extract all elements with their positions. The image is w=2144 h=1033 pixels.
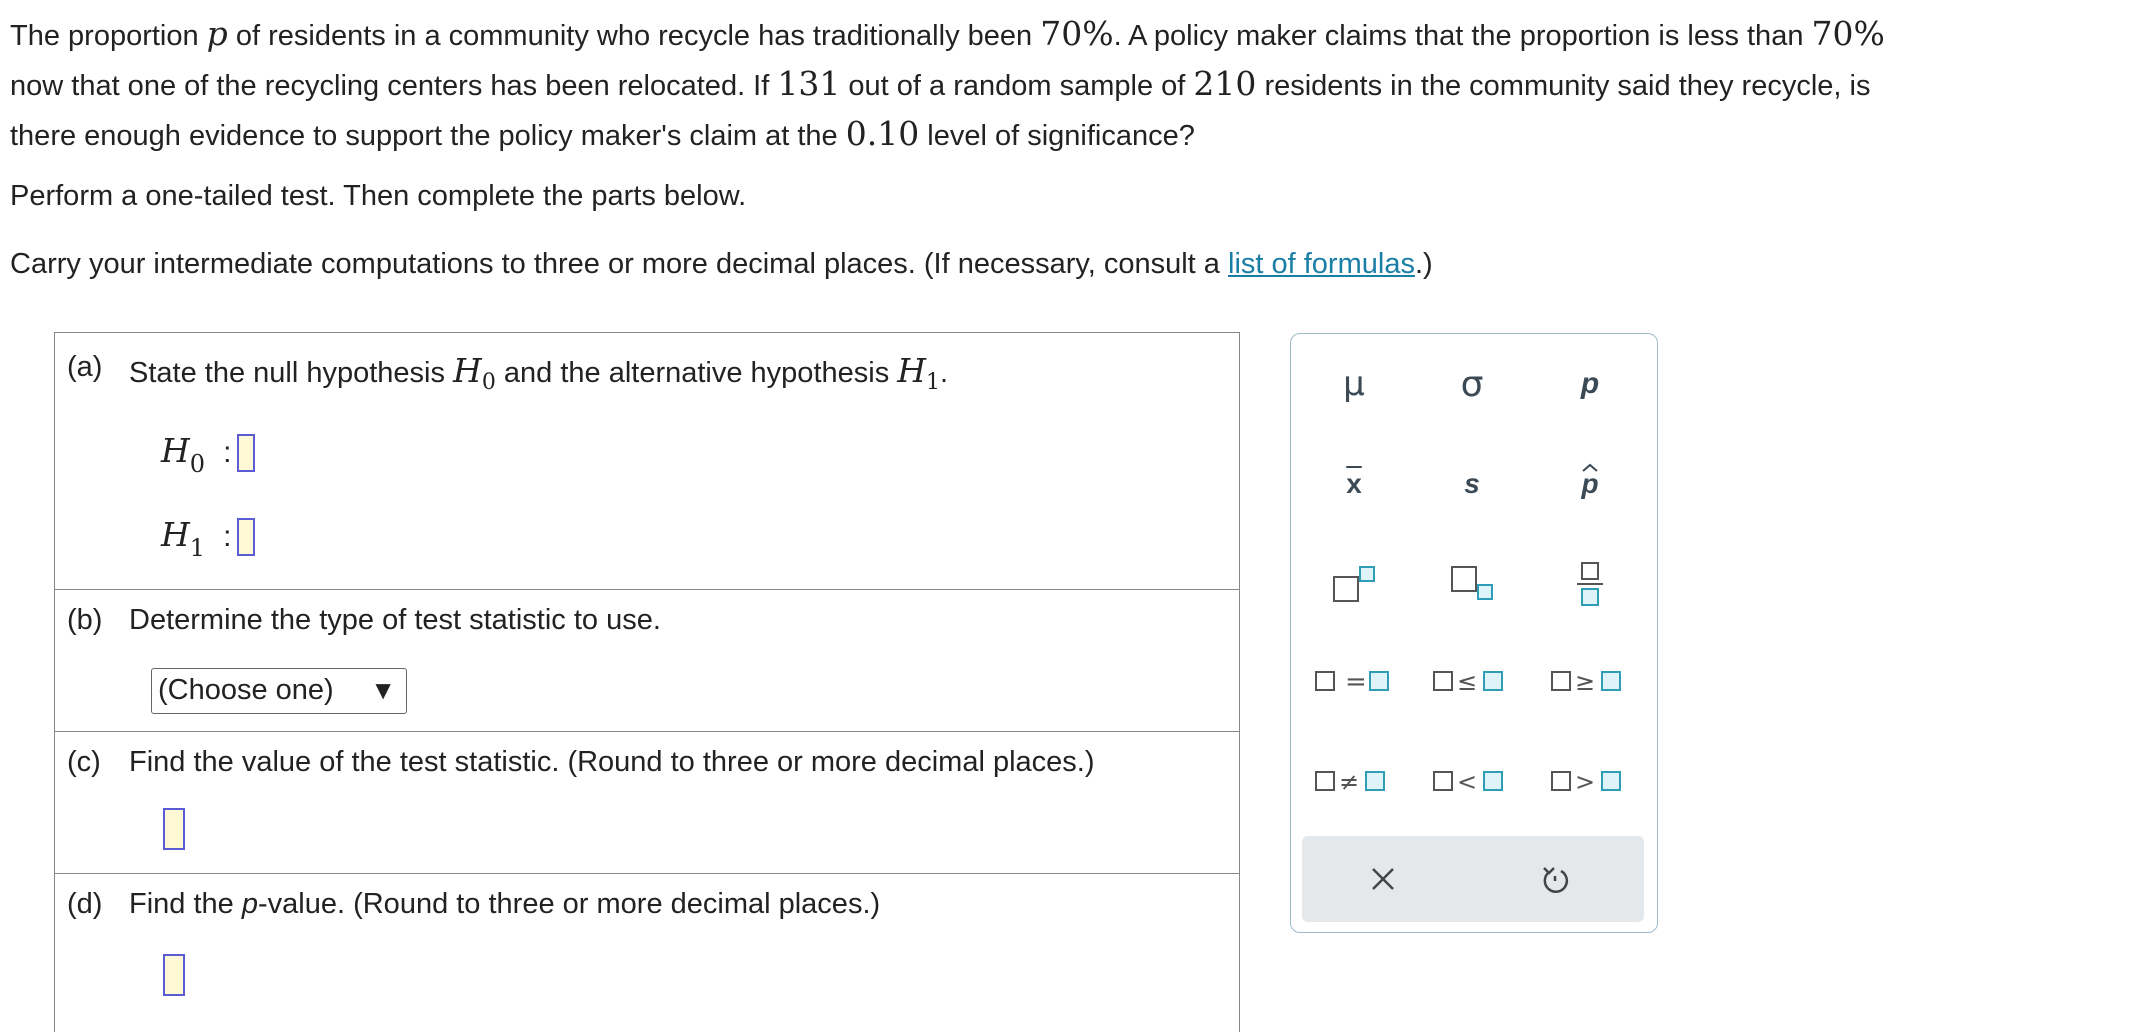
keypad-footer [1302, 836, 1644, 922]
p-hat-key[interactable] [1540, 454, 1640, 514]
part-a-label: (a) [67, 351, 103, 383]
s-key[interactable] [1422, 454, 1522, 514]
less-equal-icon [1432, 667, 1512, 697]
mu-icon: μ [1343, 364, 1365, 404]
mu-key[interactable] [1304, 354, 1404, 414]
part-d [55, 873, 1239, 1033]
null-hypothesis-input[interactable] [237, 434, 255, 472]
superscript-key[interactable] [1304, 554, 1404, 614]
test-statistic-input[interactable] [163, 808, 185, 850]
p-hat-icon: p [1581, 468, 1598, 500]
close-icon [1370, 866, 1396, 892]
fraction-icon [1575, 561, 1605, 607]
clear-button[interactable] [1333, 849, 1433, 909]
part-b-label: (b) [67, 604, 103, 636]
less-equal-key[interactable] [1422, 652, 1522, 712]
svg-text:≤: ≤ [1457, 668, 1478, 696]
part-c [55, 731, 1239, 873]
part-b [55, 589, 1239, 731]
p-key[interactable] [1540, 354, 1640, 414]
svg-text:<: < [1457, 768, 1478, 796]
carry-instruction: Carry your intermediate computations to three or more decimal places. (If necessary, consult a list of formulas.) [10, 248, 1433, 280]
alt-hypothesis-row: $H_1$ : [161, 515, 255, 556]
part-a-text: State the null hypothesis $H_0$ and the alternative hypothesis $H_1$. [129, 351, 949, 395]
subscript-icon [1450, 564, 1494, 604]
less-than-icon [1432, 767, 1512, 797]
greater-equal-icon [1550, 667, 1630, 697]
undo-button[interactable] [1505, 849, 1605, 909]
part-d-text: Find the p-value. (Round to three or more decimal places.) [129, 888, 881, 920]
parts-panel [54, 332, 1240, 1032]
test-statistic-select[interactable]: (Choose one) ▼ [151, 668, 407, 714]
problem-line-2: now that one of the recycling centers has been relocated. If 131 out of a random sample of 210 residents in the community said they recycle, is [10, 64, 1871, 103]
svg-text:=: = [1345, 667, 1367, 697]
superscript-icon [1332, 564, 1376, 604]
dropdown-arrow-icon: ▼ [370, 675, 396, 705]
part-b-text: Determine the type of test statistic to use. [129, 604, 661, 636]
fraction-key[interactable] [1540, 554, 1640, 614]
p-value-input[interactable] [163, 954, 185, 996]
svg-text:>: > [1575, 768, 1596, 796]
x-bar-icon: $\overline{x}$ [1346, 468, 1362, 499]
svg-text:≠: ≠ [1339, 768, 1360, 796]
x-bar-key[interactable] [1304, 454, 1404, 514]
perform-instruction: Perform a one-tailed test. Then complete the parts below. [10, 180, 747, 212]
not-equal-icon [1314, 767, 1394, 797]
s-icon: s [1464, 468, 1480, 499]
alt-hypothesis-input[interactable] [237, 518, 255, 556]
null-hypothesis-row: $H_0$ : [161, 431, 255, 472]
sigma-key[interactable] [1422, 354, 1522, 414]
list-of-formulas-link[interactable]: list of formulas [1228, 248, 1415, 280]
undo-icon [1540, 864, 1570, 894]
math-keypad [1290, 333, 1658, 933]
sigma-icon: σ [1460, 363, 1484, 405]
greater-than-key[interactable] [1540, 752, 1640, 812]
svg-text:≥: ≥ [1575, 668, 1596, 696]
problem-line-1: The proportion p of residents in a community who recycle has traditionally been 70%. A policy maker claims that the proportion is less than 70% [10, 14, 1885, 53]
p-icon: p [1580, 367, 1600, 400]
part-c-text: Find the value of the test statistic. (Round to three or more decimal places.) [129, 746, 1095, 778]
problem-line-3: there enough evidence to support the policy maker's claim at the 0.10 level of significance? [10, 114, 1195, 153]
greater-than-icon [1550, 767, 1630, 797]
part-d-label: (d) [67, 888, 103, 920]
equals-icon [1314, 667, 1394, 697]
greater-equal-key[interactable] [1540, 652, 1640, 712]
less-than-key[interactable] [1422, 752, 1522, 812]
not-equal-key[interactable] [1304, 752, 1404, 812]
part-c-label: (c) [67, 746, 101, 778]
problem-statement [10, 10, 2120, 160]
subscript-key[interactable] [1422, 554, 1522, 614]
equals-key[interactable] [1304, 652, 1404, 712]
part-a [55, 333, 1239, 589]
